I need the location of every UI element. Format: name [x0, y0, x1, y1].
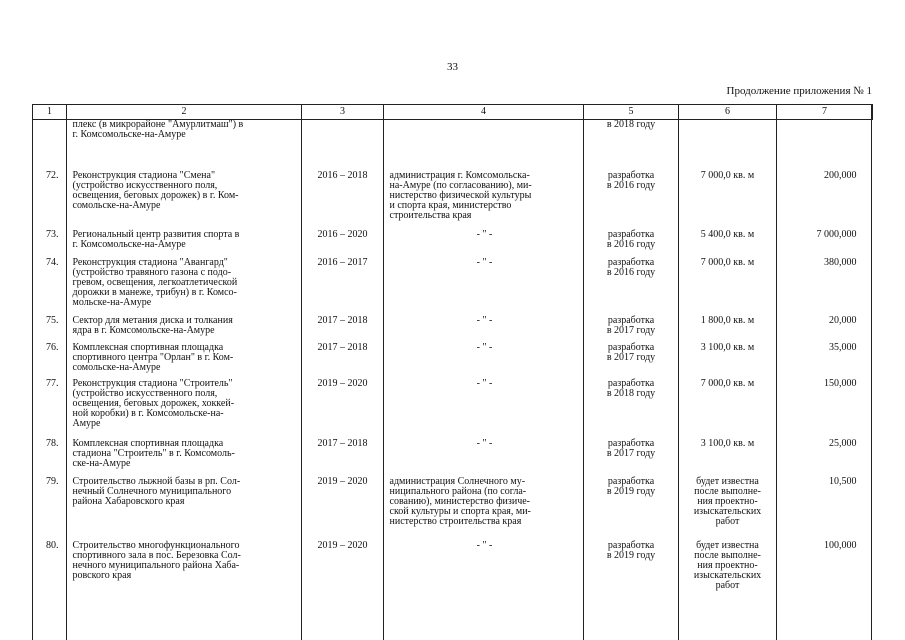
column-header: 3 — [302, 105, 384, 120]
column-header: 6 — [679, 105, 777, 120]
capacity: 5 400,0 кв. м — [700, 228, 755, 240]
executor: - " - — [476, 437, 493, 449]
capacity: 3 100,0 кв. м — [700, 437, 755, 449]
capacity: 7 000,0 кв. м — [700, 169, 755, 181]
executor: - " - — [476, 314, 493, 326]
design-stage: разработка в 2016 году — [606, 169, 656, 191]
period: 2016 – 2017 — [317, 256, 368, 268]
appendix-table — [32, 104, 873, 601]
capacity: будет известна после выполне- ния проектно- изыскательских работ — [693, 539, 762, 591]
column-header: 1 — [33, 105, 67, 120]
column-header: 2 — [67, 105, 302, 120]
executor: администрация Солнечного му- ниципального района (по согла- сованию), министерство физиче- ской культуры и спорта края, ми- нистерство строительства края — [389, 475, 531, 527]
cost: 150,000 — [824, 377, 857, 389]
design-stage: разработка в 2017 году — [606, 314, 656, 336]
executor: администрация г. Комсомольска- на-Амуре (по согласованию), ми- нистерство физической культуры и спорта края, министерство строительства края — [389, 169, 532, 221]
design-stage: разработка в 2016 году — [606, 228, 656, 250]
design-stage: в 2018 году — [606, 119, 656, 130]
executor: - " - — [476, 539, 493, 551]
executor: - " - — [476, 377, 493, 389]
cost: 7 000,000 — [816, 228, 857, 240]
cost: 200,000 — [824, 169, 857, 181]
table-row — [33, 120, 873, 171]
cost: 35,000 — [829, 341, 857, 353]
object-name: Реконструкция стадиона "Авангард" (устройство травяного газона с подо- гревом, освещения, легкоатлетической дорожки в манеже, трибун) в г. Комсо- мольске-на-Амуре — [72, 256, 238, 308]
object-name: Строительство многофункционального спортивного зала в пос. Березовка Сол- нечного муниципального района Хаба- ровского края — [72, 539, 241, 581]
row-number: 80. — [46, 539, 59, 551]
executor: - " - — [476, 256, 493, 268]
capacity: будет известна после выполне- ния проектно- изыскательских работ — [693, 475, 762, 527]
row-number: 73. — [46, 228, 59, 240]
period — [302, 120, 384, 171]
design-stage: разработка в 2016 году — [606, 256, 656, 278]
row-number: 74. — [46, 256, 59, 268]
period: 2019 – 2020 — [317, 539, 368, 551]
table-row — [33, 230, 873, 258]
continuation-label: Продолжение приложения № 1 — [726, 85, 872, 97]
object-name: Строительство лыжной базы в рп. Сол- нечный Солнечного муниципального района Хабаровского края — [72, 475, 241, 507]
executor — [384, 120, 584, 171]
row-number: 78. — [46, 437, 59, 449]
table-row — [33, 477, 873, 541]
design-stage: разработка в 2017 году — [606, 437, 656, 459]
cost: 380,000 — [824, 256, 857, 268]
period: 2017 – 2018 — [317, 437, 368, 449]
capacity: 7 000,0 кв. м — [700, 256, 755, 268]
period: 2016 – 2018 — [317, 169, 368, 181]
header-row — [33, 105, 873, 120]
executor: - " - — [476, 341, 493, 353]
row-number: 75. — [46, 314, 59, 326]
object-name: Реконструкция стадиона "Смена" (устройство искусственного поля, освещения, беговых дорожек) в г. Ком- сомольске-на-Амуре — [72, 169, 239, 211]
object-name: Реконструкция стадиона "Строитель" (устройство искусственного поля, освещения, беговых дорожек, хоккей- ной коробки) в г. Комсомольске-на- Амуре — [72, 377, 235, 429]
table-row — [33, 316, 873, 343]
cost: 100,000 — [824, 539, 857, 551]
row-number — [33, 120, 67, 171]
design-stage: разработка в 2018 году — [606, 377, 656, 399]
cost: 10,500 — [829, 475, 857, 487]
cost — [777, 120, 873, 171]
period: 2019 – 2020 — [317, 377, 368, 389]
table-row — [33, 541, 873, 601]
design-stage: разработка в 2019 году — [606, 539, 656, 561]
capacity: 3 100,0 кв. м — [700, 341, 755, 353]
capacity — [679, 120, 777, 171]
object-name: Сектор для метания диска и толкания ядра в г. Комсомольске-на-Амуре — [72, 314, 233, 336]
capacity: 7 000,0 кв. м — [700, 377, 755, 389]
row-number: 77. — [46, 377, 59, 389]
row-number: 72. — [46, 169, 59, 181]
executor: - " - — [476, 228, 493, 240]
table-row — [33, 379, 873, 439]
period: 2017 – 2018 — [317, 341, 368, 353]
design-stage: разработка в 2019 году — [606, 475, 656, 497]
column-header: 7 — [777, 105, 873, 120]
table-row — [33, 171, 873, 230]
object-name: Региональный центр развития спорта в г. Комсомольске-на-Амуре — [72, 228, 240, 250]
object-name: Комплексная спортивная площадка спортивного центра "Орлан" в г. Ком- сомольске-на-Амуре — [72, 341, 234, 373]
table-row — [33, 258, 873, 316]
table-row — [33, 343, 873, 379]
object-name: плекс (в микрорайоне "Амурлитмаш") в г. Комсомольске-на-Амуре — [72, 119, 244, 140]
period: 2019 – 2020 — [317, 475, 368, 487]
column-header: 5 — [584, 105, 679, 120]
table-row — [33, 439, 873, 477]
object-name: Комплексная спортивная площадка стадиона "Строитель" в г. Комсомоль- ске-на-Амуре — [72, 437, 235, 469]
cost: 25,000 — [829, 437, 857, 449]
row-number: 79. — [46, 475, 59, 487]
row-number: 76. — [46, 341, 59, 353]
page-number: 33 — [447, 61, 458, 73]
capacity: 1 800,0 кв. м — [700, 314, 755, 326]
design-stage: разработка в 2017 году — [606, 341, 656, 363]
column-header: 4 — [384, 105, 584, 120]
period: 2016 – 2020 — [317, 228, 368, 240]
period: 2017 – 2018 — [317, 314, 368, 326]
cost: 20,000 — [829, 314, 857, 326]
